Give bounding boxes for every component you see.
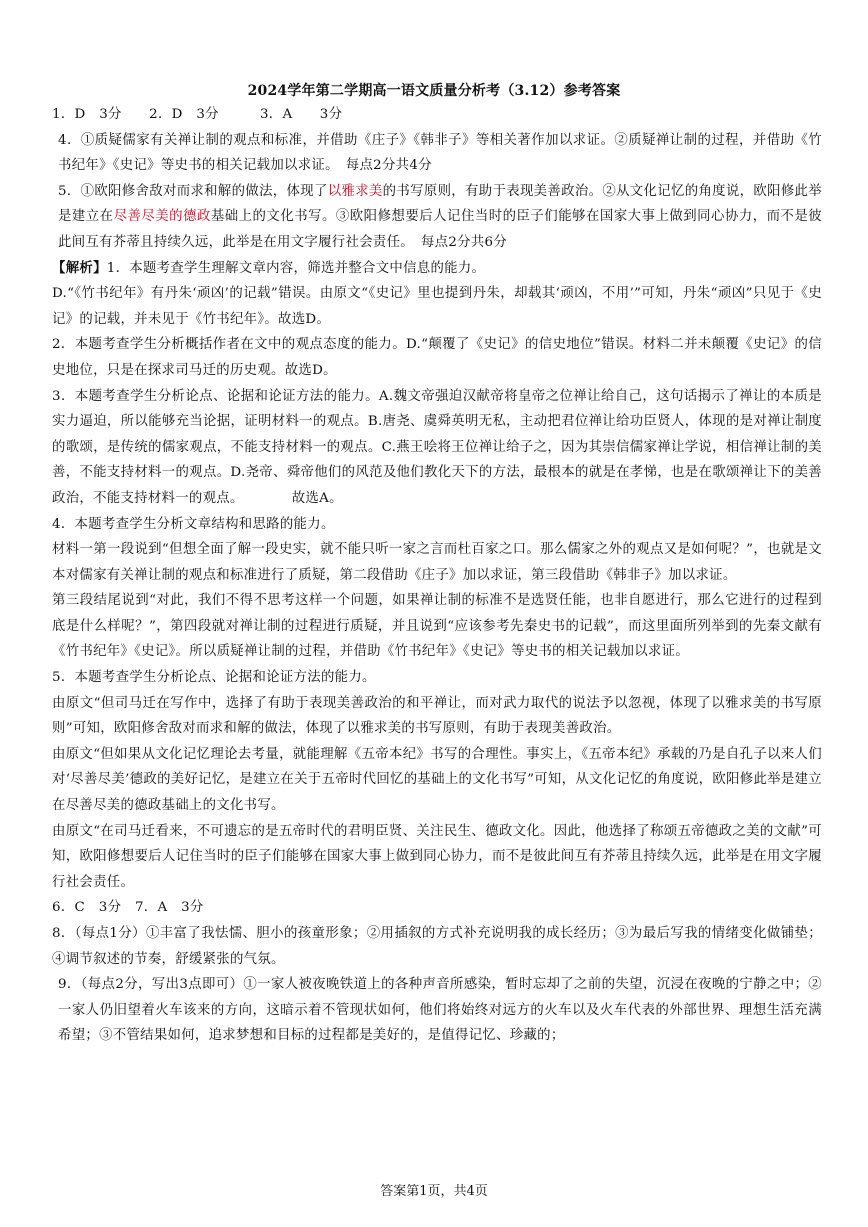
answers-6-7: 6．C 3分 7．A 3分: [52, 900, 204, 916]
analysis-5-detail-2: 由原文“但如果从文化记忆理论去考量，就能理解《五帝本纪》书写的合理性。事实上，《五帝本纪》承载的乃是自孔子以来人们对‘尽善尽美’德政的美好记忆，是建立在关于五帝时代回忆的基础上的文化书写”可知，从文化记忆的角度说，欧阳修此举是建立在尽善尽美的德政基础上的文化书写。: [52, 746, 822, 814]
answer-5: [52, 179, 822, 256]
answer-8: 8．（每点1分）①丰富了我怯懦、胆小的孩童形象；②用插叙的方式补充说明我的成长经历；③为最后写我的情绪变化做铺垫；④调节叙述的节奏，舒缓紧张的气氛。: [52, 926, 822, 967]
answer-5-part-2: 的书写原则，有助于表现美善政治。②从文化记忆的角度说，欧阳修此举是建立在: [58, 183, 822, 225]
analysis-4-detail-2: 第三段结尾说到“对此，我们不得不思考这样一个问题，如果禅让制的标准不是选贤任能，也非自愿进行，那么它进行的过程到底是什么样呢？”，第四段就对禅让制的过程进行质疑，并且说到“应该参考先秦史书的记载”，而这里面所列举到的先秦文献有《竹书纪年》《史记》。所以质疑禅让制的过程，并借助《竹书纪年》《史记》等史书的相关记载加以求证。: [52, 593, 822, 660]
answer-9: 9．（每点2分，写出3点即可）①一家人被夜晚铁道上的各种声音所感染，暂时忘却了之前的失望，沉浸在夜晚的宁静之中；②一家人仍旧望着火车该来的方向，这暗示着不管现状如何，他们将始终对远方的火车以及火车代表的外部世界、理想生活充满希望；③不管结果如何，追求梦想和目标的过程都是美好的，是值得记忆、珍藏的；: [58, 977, 822, 1044]
answer-5-highlight-2: 尽善尽美的德政: [113, 209, 211, 225]
answer-5-part-1: 5．①欧阳修舍敌对而求和解的做法，体现了: [58, 183, 328, 199]
answer-4: 4．①质疑儒家有关禅让制的观点和标准，并借助《庄子》《韩非子》等相关著作加以求证。②质疑禅让制的过程，并借助《竹书纪年》《史记》等史书的相关记载加以求证。 每点2分共4分: [58, 132, 822, 174]
analysis-5: 5．本题考查学生分析论点、论据和论证方法的能力。: [52, 670, 376, 686]
analysis-3: 3．本题考查学生分析论点、论据和论证方法的能力。A.魏文帝强迫汉献帝将皇帝之位禅让给自己，这句话揭示了禅让的本质是实力逼迫，所以能够充当论据，证明材料一的观点。B.唐尧、虞舜英明无私，主动把君位禅让给功臣贤人，体现的是对禅让制度的歌颂，是传统的儒家观点，不能支持材料一的观点。C.燕王哙将王位禅让给子之，因为其崇信儒家禅让学说，相信禅让制的美善，不能支持材料一的观点。D.尧帝、舜帝他们的风范及他们教化天下的方法，最根本的就是在孝悌，也是在歌颂禅让下的美善政治，不能支持材料一的观点。 故选A。: [52, 388, 822, 506]
answer-5-part-3: 基础上的文化书写。③欧阳修想要后人记住当时的臣子们能够在国家大事上做到同心协力，而不是彼此间互有芥蒂且持续久远，此举是在用文字履行社会责任。 每点2分共6分: [58, 209, 822, 250]
analysis-4: 4．本题考查学生分析文章结构和思路的能力。: [52, 516, 335, 532]
answer-content: [52, 102, 822, 1049]
analysis-5-detail-3: 由原文“在司马迁看来，不可遗忘的是五帝时代的君明臣贤、关注民生、德政文化。因此，他选择了称颂五帝德政之美的文献”可知，欧阳修想要后人记住当时的臣子们能够在国家大事上做到同心协力，而不是彼此间互有芥蒂且持续久远，此举是在用文字履行社会责任。: [52, 823, 822, 890]
analysis-1: [52, 256, 822, 282]
analysis-1-text: 1．本题考查学生理解文章内容，筛选并整合文中信息的能力。: [106, 260, 486, 276]
page-title: 2024学年第二学期高一语文质量分析考（3.12）参考答案: [247, 83, 621, 99]
analysis-label: 【解析】: [52, 259, 107, 276]
answers-1-3: 1．D 3分 2．D 3分 3．A 3分: [52, 107, 343, 122]
analysis-4-detail-1: 材料一第一段说到“但想全面了解一段史实，就不能只听一家之言而杜百家之口。那么儒家之外的观点又是如何呢？”，也就是文本对儒家有关禅让制的观点和标准进行了质疑，第二段借助《庄子》加以求证，第三段借助《韩非子》加以求证。: [52, 542, 822, 583]
analysis-1-detail: D.“《竹书纪年》有丹朱‘顽凶’的记载”错误。由原文“《史记》里也提到丹朱，却载其‘顽凶，不用’”可知，丹朱“顽凶”只见于《史记》的记载，并未见于《竹书纪年》。故选D。: [52, 286, 822, 327]
analysis-2: 2．本题考查学生分析概括作者在文中的观点态度的能力。D.“颠覆了《史记》的信史地位”错误。材料二并未颠覆《史记》的信史地位，只是在探求司马迁的历史观。故选D。: [52, 337, 822, 378]
answer-5-highlight-1: 以雅求美: [327, 183, 383, 199]
analysis-5-detail-1: 由原文“但司马迁在写作中，选择了有助于表现美善政治的和平禅让，而对武力取代的说法予以忽视，体现了以雅求美的书写原则”可知，欧阳修舍敌对而求和解的做法，体现了以雅求美的书写原则，有助于表现美善政治。: [52, 695, 822, 737]
page-footer: 答案第1页，共4页: [380, 1184, 488, 1199]
